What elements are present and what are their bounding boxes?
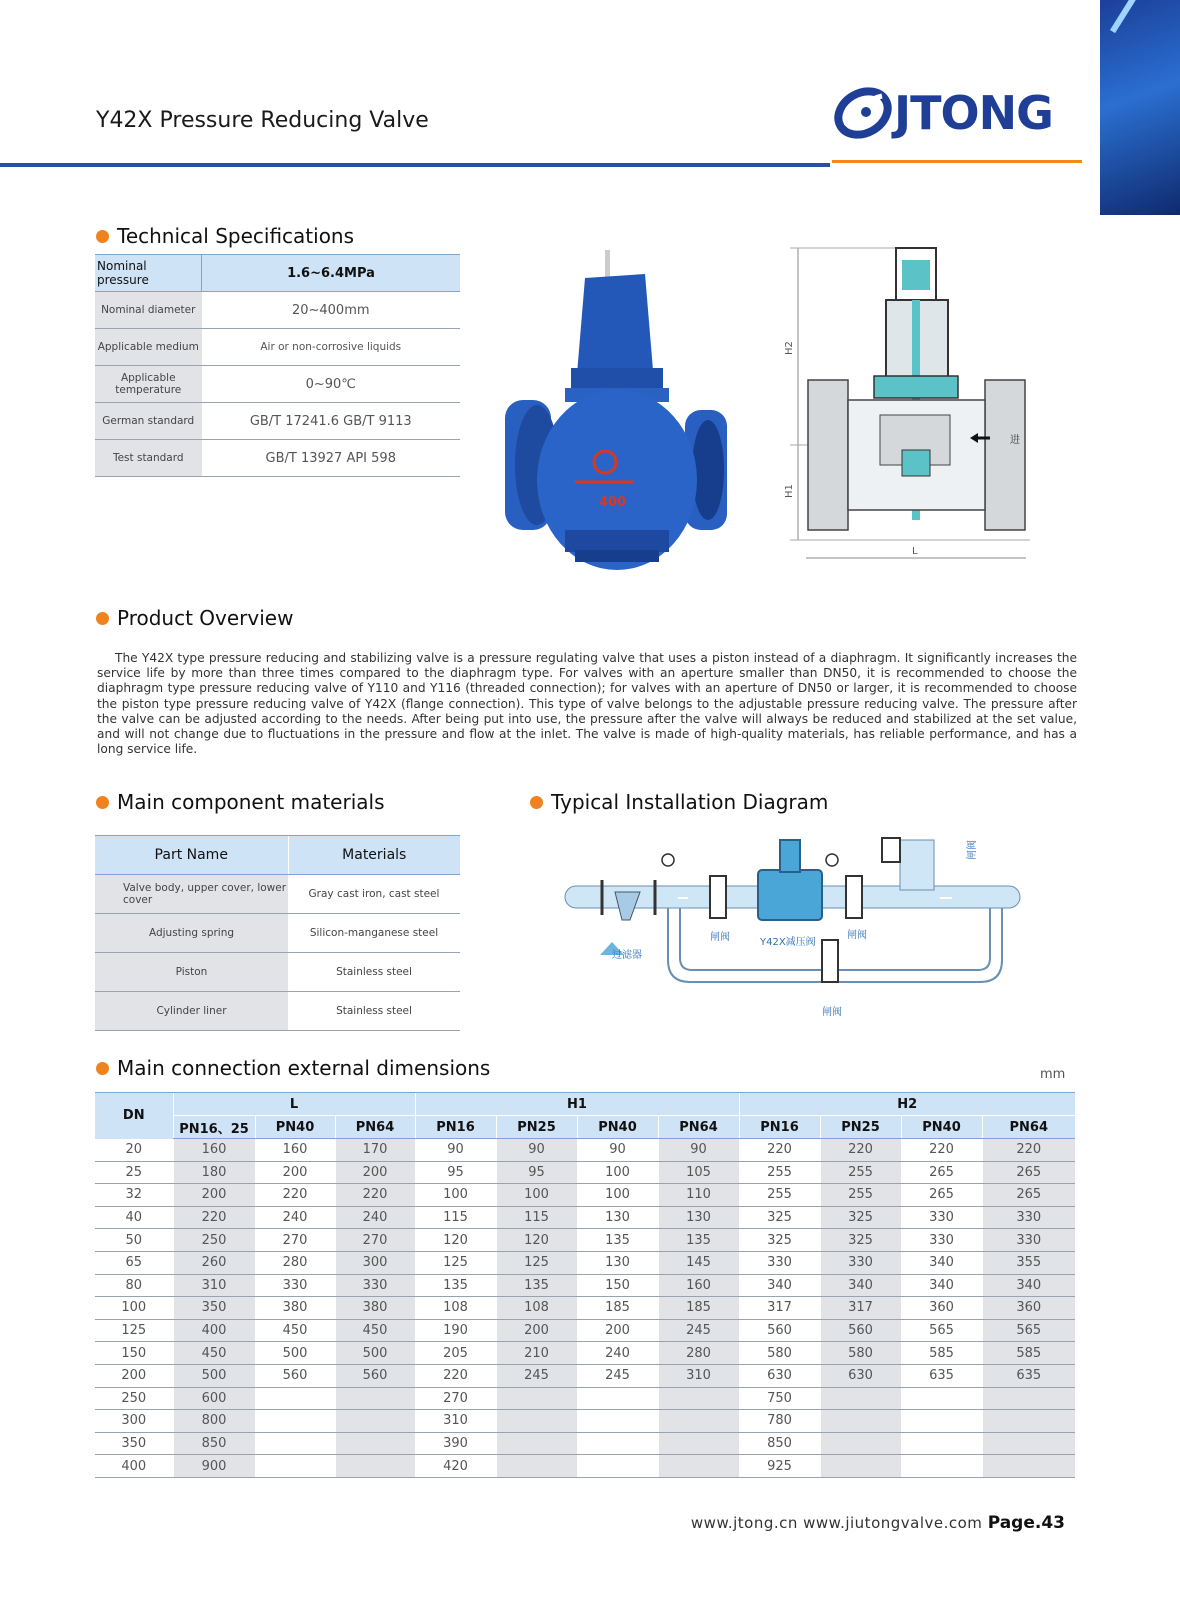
footer <box>691 1513 1065 1533</box>
dims-cell: 255 <box>739 1161 820 1184</box>
dims-row <box>95 1297 1075 1320</box>
dims-cell: 330 <box>901 1229 982 1252</box>
spec-label: German standard <box>95 403 202 440</box>
dims-cell: 240 <box>577 1342 658 1365</box>
dims-cell: 585 <box>982 1342 1075 1365</box>
dims-dn-cell: 65 <box>95 1251 173 1274</box>
dims-cell <box>255 1455 335 1478</box>
dims-cell <box>901 1432 982 1455</box>
dims-cell: 90 <box>577 1139 658 1162</box>
dims-cell: 160 <box>658 1274 739 1297</box>
dims-cell: 325 <box>820 1229 901 1252</box>
dims-cell: 125 <box>415 1251 496 1274</box>
dims-cell: 95 <box>496 1161 577 1184</box>
dims-cell <box>255 1387 335 1410</box>
dims-cell: 130 <box>577 1251 658 1274</box>
dims-cell: 100 <box>577 1184 658 1207</box>
dims-dn-cell: 400 <box>95 1455 173 1478</box>
dims-cell: 185 <box>658 1297 739 1320</box>
dims-subhead: PN16 <box>415 1116 496 1139</box>
inlet-label: 进 <box>1010 435 1020 446</box>
spec-value: 0~90℃ <box>202 366 461 403</box>
dims-cell <box>820 1410 901 1433</box>
dims-cell: 245 <box>577 1364 658 1387</box>
spec-value: 20~400mm <box>202 292 461 329</box>
dims-cell: 108 <box>496 1297 577 1320</box>
dims-row <box>95 1319 1075 1342</box>
dims-cell: 200 <box>577 1319 658 1342</box>
valve-photo <box>505 250 730 570</box>
dims-dn-cell: 32 <box>95 1184 173 1207</box>
dims-cell: 160 <box>173 1139 255 1162</box>
dims-row <box>95 1455 1075 1478</box>
dims-cell: 255 <box>820 1184 901 1207</box>
dims-cell: 340 <box>820 1274 901 1297</box>
dims-cell: 240 <box>335 1206 415 1229</box>
dims-cell: 380 <box>335 1297 415 1320</box>
dims-subhead: PN25 <box>820 1116 901 1139</box>
dims-dn-cell: 20 <box>95 1139 173 1162</box>
dims-group-l: L <box>173 1093 415 1116</box>
brand-logo <box>832 78 1082 148</box>
valve-badge: 400 <box>599 495 627 510</box>
dims-cell: 800 <box>173 1410 255 1433</box>
dims-row <box>95 1274 1075 1297</box>
dims-cell: 630 <box>820 1364 901 1387</box>
dims-cell <box>335 1387 415 1410</box>
footer-urls: www.jtong.cn www.jiutongvalve.com <box>690 1514 983 1532</box>
dims-cell: 280 <box>658 1342 739 1365</box>
dims-row <box>95 1432 1075 1455</box>
dims-cell: 220 <box>415 1364 496 1387</box>
label-gate-1: 闸阀 <box>710 932 730 943</box>
dims-cell: 340 <box>901 1251 982 1274</box>
dims-cell <box>496 1387 577 1410</box>
dims-subhead: PN25 <box>496 1116 577 1139</box>
dims-heading <box>96 1056 490 1080</box>
dims-subhead: PN16、25 <box>173 1116 255 1139</box>
bullet-icon <box>96 230 109 243</box>
dims-cell <box>982 1455 1075 1478</box>
dims-cell: 115 <box>496 1206 577 1229</box>
dims-cell: 325 <box>820 1206 901 1229</box>
dims-cell: 205 <box>415 1342 496 1365</box>
dims-cell: 330 <box>820 1251 901 1274</box>
dims-cell: 310 <box>658 1364 739 1387</box>
dims-cell: 190 <box>415 1319 496 1342</box>
dims-row <box>95 1410 1075 1433</box>
dims-cell: 925 <box>739 1455 820 1478</box>
dims-cell <box>255 1432 335 1455</box>
dims-cell: 265 <box>901 1161 982 1184</box>
dims-cell <box>658 1387 739 1410</box>
dims-cell: 360 <box>982 1297 1075 1320</box>
dims-cell: 330 <box>255 1274 335 1297</box>
dims-cell <box>496 1432 577 1455</box>
dims-table <box>95 1092 1075 1478</box>
dims-cell: 565 <box>901 1319 982 1342</box>
dims-dn-cell: 40 <box>95 1206 173 1229</box>
dims-row <box>95 1364 1075 1387</box>
dims-cell: 500 <box>173 1364 255 1387</box>
sectional-drawing <box>780 240 1050 575</box>
spec-label: Test standard <box>95 440 202 477</box>
dims-cell: 330 <box>982 1229 1075 1252</box>
dims-cell <box>496 1455 577 1478</box>
dims-cell <box>982 1432 1075 1455</box>
dims-cell: 220 <box>982 1139 1075 1162</box>
dims-cell: 330 <box>739 1251 820 1274</box>
dims-cell <box>901 1387 982 1410</box>
dims-cell: 115 <box>415 1206 496 1229</box>
dims-cell: 600 <box>173 1387 255 1410</box>
dims-cell: 180 <box>173 1161 255 1184</box>
dims-cell: 200 <box>173 1184 255 1207</box>
dims-cell: 120 <box>415 1229 496 1252</box>
dims-cell <box>577 1432 658 1455</box>
dims-unit: mm <box>1040 1067 1066 1082</box>
spec-value: GB/T 17241.6 GB/T 9113 <box>202 403 461 440</box>
dims-cell: 260 <box>173 1251 255 1274</box>
dims-cell: 245 <box>496 1364 577 1387</box>
dims-cell: 635 <box>982 1364 1075 1387</box>
dims-cell: 420 <box>415 1455 496 1478</box>
dim-l-label: L <box>912 546 918 557</box>
dims-cell <box>901 1410 982 1433</box>
material-part: Valve body, upper cover, lower cover <box>95 875 288 914</box>
label-gate-2: 闸阀 <box>847 930 867 941</box>
dims-group-h2: H2 <box>739 1093 1075 1116</box>
overview-heading <box>96 606 293 630</box>
dims-dn-cell: 150 <box>95 1342 173 1365</box>
dims-cell <box>335 1410 415 1433</box>
dims-cell: 325 <box>739 1206 820 1229</box>
bullet-icon <box>96 796 109 809</box>
dims-cell: 170 <box>335 1139 415 1162</box>
material-value: Stainless steel <box>288 953 460 992</box>
dims-cell: 110 <box>658 1184 739 1207</box>
materials-heading <box>96 790 385 814</box>
dims-cell: 750 <box>739 1387 820 1410</box>
dims-cell: 255 <box>739 1184 820 1207</box>
dims-dn-cell: 25 <box>95 1161 173 1184</box>
dim-h2-label: H2 <box>784 341 795 355</box>
dims-cell: 120 <box>496 1229 577 1252</box>
dims-row <box>95 1387 1075 1410</box>
dims-cell: 100 <box>415 1184 496 1207</box>
material-row <box>95 992 460 1031</box>
dims-cell: 560 <box>739 1319 820 1342</box>
overview-text: The Y42X type pressure reducing and stabilizing valve is a pressure regulating valve that uses a piston instead of a diaphragm. It significantly increases the service life by more than three times compared to the diaphragm type. For valves with an aperture smaller than DN50, it is recommended to choose the diaphragm type pressure reducing valve of Y110 and Y116 (threaded connection); for valves with an aperture of DN50 or larger, it is recommended to choose the piston type pressure reducing valve of Y42X (flange connection). This type of valve belongs to the adjustable pressure reducing valve. The pressure after the valve can be adjusted according to the needs. After being put into use, the pressure after the valve will always be reduced and stabilized at the set value, and will not change due to fluctuations in the pressure and flow at the inlet. The valve is made of high-quality materials, has reliable performance, and has a long service life. <box>97 651 1077 757</box>
dims-cell: 90 <box>496 1139 577 1162</box>
label-gate-4: 闸阀 <box>967 840 978 860</box>
dims-cell: 560 <box>255 1364 335 1387</box>
dims-row <box>95 1251 1075 1274</box>
material-value: Stainless steel <box>288 992 460 1031</box>
dims-cell: 330 <box>901 1206 982 1229</box>
specs-table <box>95 254 460 477</box>
dims-cell: 108 <box>415 1297 496 1320</box>
dims-cell: 850 <box>173 1432 255 1455</box>
dims-cell: 340 <box>901 1274 982 1297</box>
materials-table <box>95 835 460 1031</box>
dims-cell <box>255 1410 335 1433</box>
dims-row <box>95 1206 1075 1229</box>
page-title: Y42X Pressure Reducing Valve <box>96 108 429 133</box>
dims-cell: 450 <box>173 1342 255 1365</box>
dims-cell: 270 <box>335 1229 415 1252</box>
material-part: Cylinder liner <box>95 992 288 1031</box>
dims-cell: 580 <box>820 1342 901 1365</box>
dims-cell: 220 <box>739 1139 820 1162</box>
dims-cell <box>982 1387 1075 1410</box>
spec-row <box>95 255 460 292</box>
specs-heading <box>96 224 354 248</box>
dims-row <box>95 1229 1075 1252</box>
dims-cell: 560 <box>335 1364 415 1387</box>
dims-cell: 130 <box>658 1206 739 1229</box>
dims-cell: 125 <box>496 1251 577 1274</box>
dims-cell: 280 <box>255 1251 335 1274</box>
bullet-icon <box>530 796 543 809</box>
dims-cell: 300 <box>335 1251 415 1274</box>
material-value: Silicon-manganese steel <box>288 914 460 953</box>
dims-cell: 220 <box>335 1184 415 1207</box>
dims-cell: 135 <box>658 1229 739 1252</box>
dims-cell: 255 <box>820 1161 901 1184</box>
dims-dn-cell: 125 <box>95 1319 173 1342</box>
dims-group-h1: H1 <box>415 1093 739 1116</box>
dims-cell: 250 <box>173 1229 255 1252</box>
dims-row <box>95 1184 1075 1207</box>
dims-subhead: PN40 <box>255 1116 335 1139</box>
label-gate-3: 闸阀 <box>822 1007 842 1018</box>
dims-cell: 390 <box>415 1432 496 1455</box>
dims-cell: 400 <box>173 1319 255 1342</box>
dims-subhead: PN64 <box>658 1116 739 1139</box>
dims-cell <box>820 1432 901 1455</box>
dims-cell: 210 <box>496 1342 577 1365</box>
dims-cell: 160 <box>255 1139 335 1162</box>
material-row <box>95 914 460 953</box>
dims-cell: 100 <box>496 1184 577 1207</box>
material-value: Gray cast iron, cast steel <box>288 875 460 914</box>
dims-cell: 317 <box>739 1297 820 1320</box>
dims-cell: 265 <box>982 1161 1075 1184</box>
dims-cell: 135 <box>577 1229 658 1252</box>
dims-cell: 265 <box>982 1184 1075 1207</box>
dims-cell: 500 <box>335 1342 415 1365</box>
dims-cell: 90 <box>658 1139 739 1162</box>
dims-row <box>95 1342 1075 1365</box>
jtong-swirl-icon <box>832 82 894 144</box>
specs-heading-text: Technical Specifications <box>117 224 355 248</box>
dims-cell: 780 <box>739 1410 820 1433</box>
dims-col-dn: DN <box>95 1093 173 1139</box>
dims-cell: 135 <box>415 1274 496 1297</box>
spec-label: Applicable medium <box>95 329 202 366</box>
dims-dn-cell: 300 <box>95 1410 173 1433</box>
dims-cell: 355 <box>982 1251 1075 1274</box>
label-reducer: Y42X减压阀 <box>760 937 816 948</box>
dims-cell <box>658 1410 739 1433</box>
materials-col-material: Materials <box>288 836 460 875</box>
bullet-icon <box>96 1062 109 1075</box>
dims-cell: 145 <box>658 1251 739 1274</box>
dims-dn-cell: 250 <box>95 1387 173 1410</box>
dims-cell: 630 <box>739 1364 820 1387</box>
dims-cell <box>335 1455 415 1478</box>
materials-heading-text: Main component materials <box>117 790 385 814</box>
dims-cell <box>901 1455 982 1478</box>
spec-label: Nominal diameter <box>95 292 202 329</box>
dims-cell: 380 <box>255 1297 335 1320</box>
dims-cell <box>577 1455 658 1478</box>
dims-cell: 150 <box>577 1274 658 1297</box>
dims-cell: 200 <box>496 1319 577 1342</box>
dims-dn-cell: 200 <box>95 1364 173 1387</box>
dims-cell <box>496 1410 577 1433</box>
dims-row <box>95 1161 1075 1184</box>
brand-name: JTONG <box>894 86 1053 140</box>
header-rule <box>0 163 830 167</box>
dims-cell: 265 <box>901 1184 982 1207</box>
dims-dn-cell: 80 <box>95 1274 173 1297</box>
dims-cell: 105 <box>658 1161 739 1184</box>
installation-diagram <box>560 810 1030 1025</box>
dims-cell: 450 <box>255 1319 335 1342</box>
logo-rule <box>832 160 1082 163</box>
dims-cell: 220 <box>255 1184 335 1207</box>
dims-cell: 500 <box>255 1342 335 1365</box>
dims-cell: 635 <box>901 1364 982 1387</box>
dims-dn-cell: 100 <box>95 1297 173 1320</box>
dims-cell <box>335 1432 415 1455</box>
dims-cell: 245 <box>658 1319 739 1342</box>
dims-dn-cell: 50 <box>95 1229 173 1252</box>
dims-subhead: PN16 <box>739 1116 820 1139</box>
spec-label: Nominal pressure <box>95 255 202 292</box>
material-row <box>95 875 460 914</box>
dims-cell: 270 <box>255 1229 335 1252</box>
dims-cell: 330 <box>982 1206 1075 1229</box>
spec-value: GB/T 13927 API 598 <box>202 440 461 477</box>
spec-row <box>95 440 460 477</box>
label-filter: 过滤器 <box>612 950 642 961</box>
dims-cell: 340 <box>739 1274 820 1297</box>
spec-value: Air or non-corrosive liquids <box>202 329 461 366</box>
bullet-icon <box>96 612 109 625</box>
dims-cell: 340 <box>982 1274 1075 1297</box>
spec-label: Applicable temperature <box>95 366 202 403</box>
spec-row <box>95 292 460 329</box>
dims-subhead: PN40 <box>577 1116 658 1139</box>
dims-cell: 200 <box>335 1161 415 1184</box>
corner-decoration <box>1100 0 1180 215</box>
page-number: Page.43 <box>987 1513 1065 1533</box>
dims-cell: 560 <box>820 1319 901 1342</box>
dims-heading-text: Main connection external dimensions <box>117 1056 491 1080</box>
dims-cell: 310 <box>415 1410 496 1433</box>
dims-cell: 200 <box>255 1161 335 1184</box>
dims-cell: 900 <box>173 1455 255 1478</box>
dims-cell <box>982 1410 1075 1433</box>
material-part: Adjusting spring <box>95 914 288 953</box>
dims-cell <box>658 1432 739 1455</box>
dims-cell: 130 <box>577 1206 658 1229</box>
dims-cell: 220 <box>173 1206 255 1229</box>
spec-row <box>95 403 460 440</box>
dims-cell <box>820 1455 901 1478</box>
dims-cell: 95 <box>415 1161 496 1184</box>
spec-row <box>95 329 460 366</box>
dims-subhead: PN64 <box>982 1116 1075 1139</box>
dims-cell: 565 <box>982 1319 1075 1342</box>
dims-cell: 317 <box>820 1297 901 1320</box>
spec-value: 1.6~6.4MPa <box>202 255 461 292</box>
overview-heading-text: Product Overview <box>117 606 294 630</box>
dims-cell <box>577 1410 658 1433</box>
materials-col-part: Part Name <box>95 836 288 875</box>
dims-cell: 135 <box>496 1274 577 1297</box>
dims-cell: 360 <box>901 1297 982 1320</box>
dims-cell: 325 <box>739 1229 820 1252</box>
dims-cell: 330 <box>335 1274 415 1297</box>
installation-heading-text: Typical Installation Diagram <box>551 790 829 814</box>
dims-cell: 350 <box>173 1297 255 1320</box>
dims-cell: 450 <box>335 1319 415 1342</box>
dims-subhead: PN64 <box>335 1116 415 1139</box>
dims-cell: 220 <box>820 1139 901 1162</box>
dims-cell <box>658 1455 739 1478</box>
dims-cell: 580 <box>739 1342 820 1365</box>
dims-cell: 850 <box>739 1432 820 1455</box>
material-row <box>95 953 460 992</box>
dims-cell: 90 <box>415 1139 496 1162</box>
dims-cell: 185 <box>577 1297 658 1320</box>
dims-dn-cell: 350 <box>95 1432 173 1455</box>
dims-subhead: PN40 <box>901 1116 982 1139</box>
material-part: Piston <box>95 953 288 992</box>
dims-cell: 585 <box>901 1342 982 1365</box>
dims-cell: 310 <box>173 1274 255 1297</box>
dims-cell: 100 <box>577 1161 658 1184</box>
dims-cell <box>820 1387 901 1410</box>
dims-cell: 270 <box>415 1387 496 1410</box>
dims-cell: 240 <box>255 1206 335 1229</box>
dim-h1-label: H1 <box>784 484 795 498</box>
dims-row <box>95 1139 1075 1162</box>
dims-cell: 220 <box>901 1139 982 1162</box>
dims-cell <box>577 1387 658 1410</box>
spec-row <box>95 366 460 403</box>
